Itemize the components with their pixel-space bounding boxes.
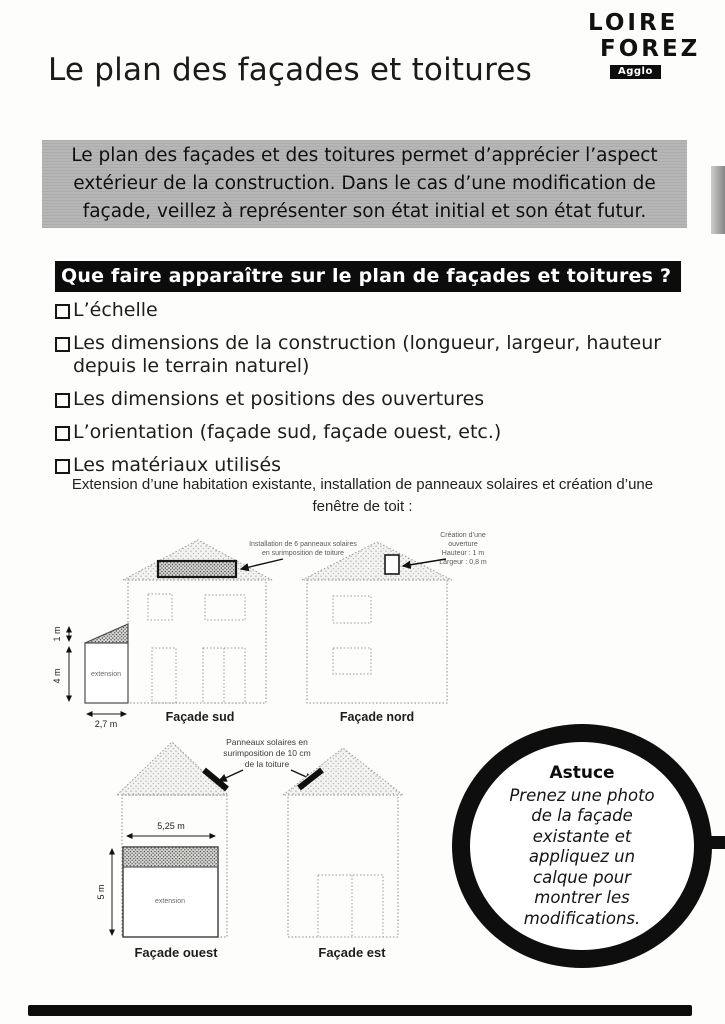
checklist-item-label: L’orientation (façade sud, façade ouest, etc.): [73, 421, 502, 443]
logo-agglo-badge: Agglo: [610, 65, 661, 79]
roof-window-note: [403, 532, 487, 566]
checkbox-icon: [55, 393, 70, 408]
facade-est-drawing: [283, 748, 403, 960]
window: [333, 648, 371, 674]
solar-note-bottom-line2: surimposition de 10 cm: [223, 748, 311, 758]
extension-side-view: [52, 624, 128, 729]
logo-word-1: LOIRE: [588, 10, 679, 36]
window: [205, 595, 245, 620]
checklist-item-label: L’échelle: [73, 299, 158, 321]
note-arrow: [219, 770, 243, 781]
roof-window-note-line4: Largeur : 0,8 m: [439, 559, 487, 566]
intro-line-3: façade, veillez à représenter son état initial et son état futur.: [82, 200, 647, 222]
window: [148, 594, 172, 620]
note-arrow: [241, 559, 283, 569]
facade-est-wall: [288, 795, 398, 937]
solar-note-top-line2: en surimposition de toiture: [261, 550, 345, 557]
checklist: [55, 299, 667, 487]
checkbox-icon: [55, 337, 70, 352]
astuce-line: montrer les: [534, 888, 630, 908]
facade-sud-label: Façade sud: [165, 710, 235, 724]
checklist-item: [55, 388, 667, 411]
checkbox-icon: [55, 304, 70, 319]
checkbox-icon: [55, 426, 70, 441]
extension-label: extension: [155, 898, 185, 905]
checklist-item: [55, 299, 667, 322]
example-caption-line1: Extension d’une habitation existante, installation de panneaux solaires et création d’une: [71, 476, 654, 493]
checklist-item-label: Les matériaux utilisés: [73, 454, 282, 476]
astuce-title: Astuce: [549, 762, 615, 783]
facade-nord-wall: [307, 580, 447, 703]
extension-roof: [85, 624, 128, 643]
facade-ouest-roof: [117, 742, 228, 795]
window: [333, 596, 371, 623]
astuce-line: Prenez une photo: [509, 785, 655, 805]
door: [152, 648, 176, 703]
facade-nord-drawing: [302, 542, 452, 724]
extension-roof-band: [123, 847, 218, 867]
astuce-line: modifications.: [523, 908, 641, 928]
example-caption: [40, 474, 685, 518]
checklist-item-label: Les dimensions de la construction (longueur, largeur, hauteur depuis le terrain naturel): [73, 332, 662, 377]
bottom-page-bar: [28, 1005, 692, 1016]
dim-1m: 1 m: [52, 626, 62, 642]
solar-note-bottom-line3: de la toiture: [244, 759, 290, 769]
solar-panels-rect: [158, 561, 236, 577]
checklist-item: [55, 421, 667, 444]
facade-ouest-label: Façade ouest: [134, 945, 218, 960]
astuce-line: appliquez un: [528, 847, 636, 867]
facade-nord-label: Façade nord: [339, 710, 415, 724]
roof-window-note-line2: ouverture: [448, 541, 478, 548]
intro-line-1: Le plan des façades et des toitures permet d’apprécier l’aspect: [71, 145, 658, 167]
facade-est-label: Façade est: [318, 945, 386, 960]
intro-line-2: extérieur de la construction. Dans le cas d’une modification de: [73, 173, 656, 195]
dim-27m: 2,7 m: [94, 719, 118, 729]
door: [318, 875, 383, 937]
section-heading: Que faire apparaître sur le plan de façades et toitures ?: [55, 261, 681, 292]
astuce-circle-handle: [699, 836, 725, 849]
dim-4m: 4 m: [52, 668, 62, 684]
roof-window-rect: [385, 555, 399, 574]
loire-forez-logo: [588, 12, 718, 79]
intro-box: [42, 140, 687, 228]
astuce-line: de la façade: [531, 806, 633, 826]
facade-ouest-drawing: [96, 742, 228, 960]
roof-window-note-line1: Création d’une: [440, 532, 486, 539]
logo-word-2: FOREZ: [600, 36, 701, 62]
astuce-tip-circle: [452, 724, 712, 968]
astuce-line: calque pour: [533, 867, 631, 887]
page-title: Le plan des façades et toitures: [48, 52, 533, 88]
scan-edge-artifact: [711, 166, 725, 234]
checklist-item-label: Les dimensions et positions des ouvertures: [73, 388, 485, 410]
extension-label: extension: [91, 671, 121, 678]
dim-5m: 5 m: [96, 884, 106, 900]
checkbox-icon: [55, 459, 70, 474]
roof-window-note-line3: Hauteur : 1 m: [441, 550, 485, 557]
dim-525m: 5,25 m: [157, 821, 185, 831]
checklist-item: [55, 332, 667, 378]
astuce-line: existante et: [532, 826, 632, 846]
example-caption-line2: fenêtre de toit :: [312, 497, 413, 515]
solar-note-bottom: [219, 737, 313, 781]
solar-note-top-line1: Installation de 6 panneaux solaires: [249, 541, 357, 548]
solar-note-bottom-line1: Panneaux solaires en: [226, 737, 308, 747]
